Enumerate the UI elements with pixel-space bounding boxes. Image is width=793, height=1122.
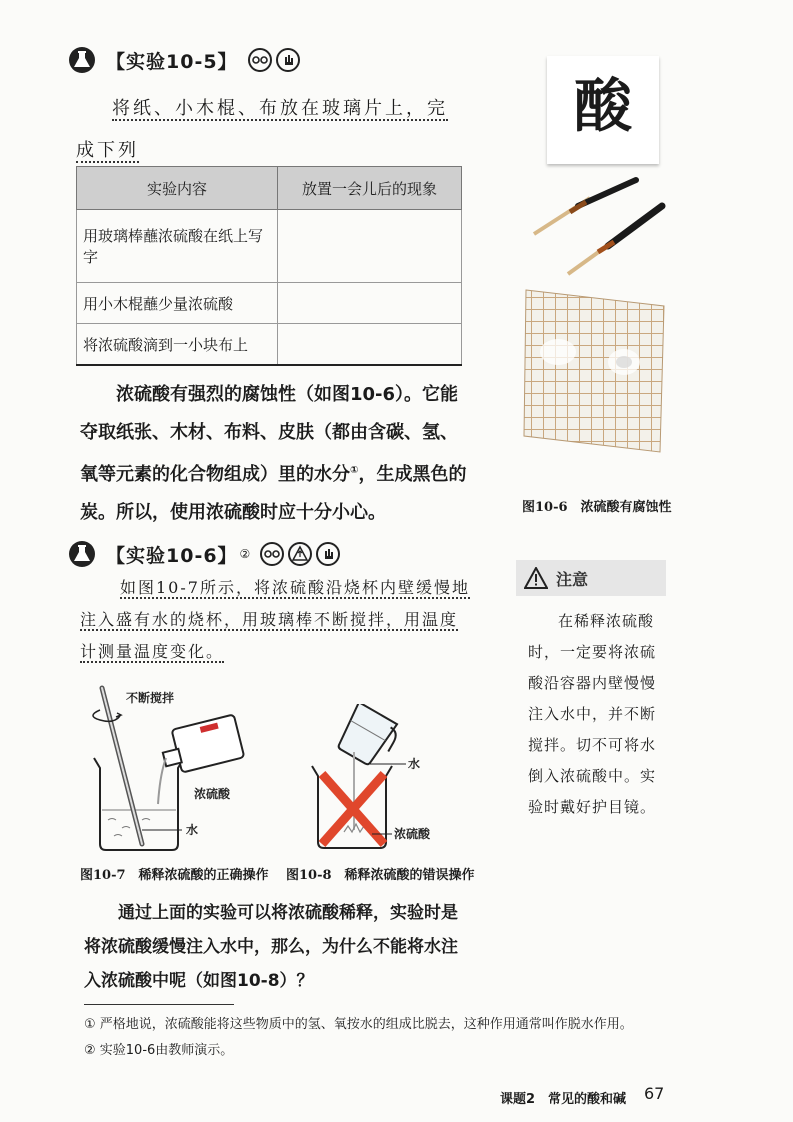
figure-10-7-diagram [86, 684, 286, 856]
acid-character-card: 酸 [547, 56, 659, 164]
caution-body: 在稀释浓硫酸时，一定要将浓硫酸沿容器内壁慢慢注入水中，并不断搅拌。切不可将水倒入浓硫酸中。实验时戴好护目镜。 [528, 612, 657, 816]
table-header: 实验内容 [77, 167, 278, 210]
table-cell: 用小木棍蘸少量浓硫酸 [77, 283, 278, 324]
footnote-1: ① 严格地说，浓硫酸能将这些物质中的氢、氧按水的组成比脱去，这种作用通常叫作脱水作用。 [84, 1017, 633, 1032]
table-row [77, 210, 462, 283]
figure-10-8-caption: 图10-8 稀释浓硫酸的错误操作 [286, 868, 475, 883]
footnote-2: ② 实验10-6由教师演示。 [84, 1043, 234, 1058]
dilution-paragraph: 通过上面的实验可以将浓硫酸稀释，实验时是将浓硫酸缓慢注入水中，那么，为什么不能将水注入浓硫酸中呢（如图10-8）？ [84, 903, 458, 991]
experiment-title: 【实验10-5】 [106, 50, 238, 73]
table-row [77, 324, 462, 366]
goggles-icon [248, 48, 272, 72]
acid-label: 浓硫酸 [194, 787, 231, 801]
table-cell: 将浓硫酸滴到一小块布上 [77, 324, 278, 366]
table-row [77, 283, 462, 324]
corroded-cloth-image [520, 286, 668, 456]
experiment-title: 【实验10-6】 [106, 544, 238, 567]
safety-icons [260, 542, 340, 566]
hand-wash-icon [276, 48, 300, 72]
section-title: 课题2 常见的酸和碱 [500, 1092, 627, 1107]
paragraph-text: 浓硫酸有强烈的腐蚀性（如图10-6）。它能夺取纸张、木材、布料、皮肤（都由含碳、氢、氧等元素的化合物组成）里的水分 [80, 384, 459, 485]
corrosive-warning-icon [288, 542, 312, 566]
flask-icon [68, 46, 96, 74]
intro-text: 如图10-7所示，将浓硫酸沿烧杯内壁缓慢地注入盛有水的烧杯，用玻璃棒不断搅拌，用温度计测量温度变化。 [80, 578, 470, 661]
corrosion-paragraph [80, 376, 470, 532]
experiment-10-6-header [68, 540, 340, 568]
table-cell [278, 210, 462, 283]
footnote-ref: ② [239, 547, 251, 561]
flask-icon [68, 540, 96, 568]
footnote-divider [84, 1004, 234, 1005]
warning-icon [524, 567, 548, 589]
safety-icons [248, 48, 300, 72]
paragraph-text: ，生成黑色的炭。所以，使用浓硫酸时应十分小心。 [80, 464, 467, 523]
table-cell [278, 324, 462, 366]
experiment-10-5-header [68, 46, 300, 74]
water-label: 水 [408, 757, 421, 771]
caution-header [516, 560, 666, 596]
acid-label: 浓硫酸 [394, 827, 431, 841]
figure-10-7-caption: 图10-7 稀释浓硫酸的正确操作 [80, 868, 269, 883]
experiment-table [76, 166, 462, 366]
table-cell [278, 283, 462, 324]
stir-label: 不断搅拌 [126, 691, 175, 705]
caution-title: 注意 [556, 569, 589, 589]
water-label: 水 [186, 823, 199, 837]
experiment-10-6-intro [80, 572, 470, 668]
figure-10-8-diagram [300, 704, 470, 856]
footnote-ref: ① [350, 465, 359, 476]
goggles-icon [260, 542, 284, 566]
table-cell: 用玻璃棒蘸浓硫酸在纸上写字 [77, 210, 278, 283]
hand-wash-icon [316, 542, 340, 566]
table-header: 放置一会儿后的现象 [278, 167, 462, 210]
intro-line: 将纸、小木棍、布放在玻璃片上，完成下列 [76, 98, 448, 161]
page-number: 67 [644, 1084, 665, 1103]
burnt-sticks-image [528, 176, 668, 276]
figure-10-6-caption: 图10-6 浓硫酸有腐蚀性 [522, 500, 672, 515]
